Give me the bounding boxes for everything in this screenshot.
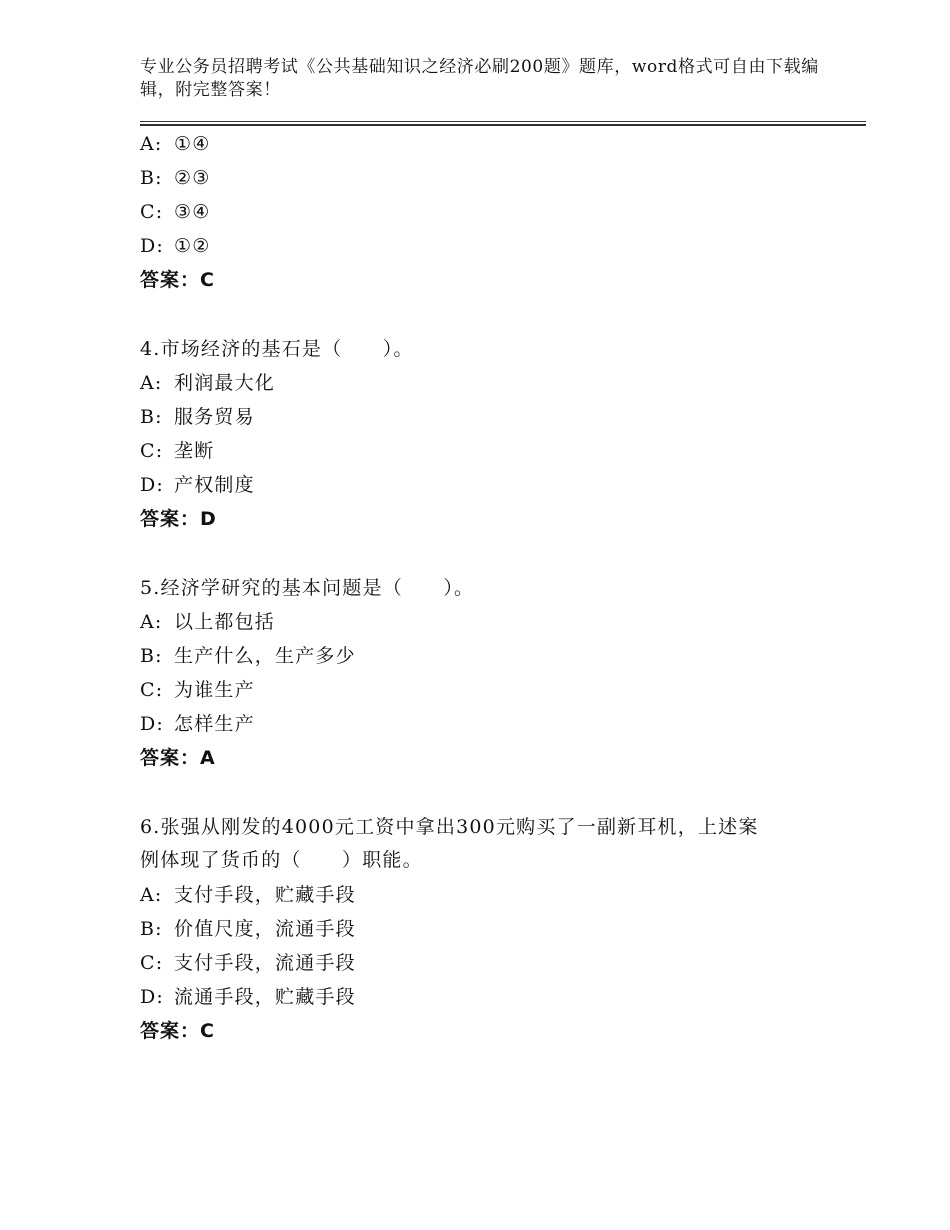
q4-option-d: D: 产权制度: [140, 474, 255, 496]
q4-stem: 4.市场经济的基石是（ ）。: [140, 338, 414, 360]
prev-option-a: A: ①④: [140, 133, 211, 155]
q5-stem: 5.经济学研究的基本问题是（ ）。: [140, 577, 475, 599]
q4-answer: 答案：D: [140, 508, 217, 530]
prev-answer: 答案：C: [140, 269, 215, 291]
prev-option-b: B: ②③: [140, 167, 211, 189]
q6-option-b: B: 价值尺度，流通手段: [140, 918, 356, 940]
header-rule-thick: [140, 124, 866, 126]
document-header: 专业公务员招聘考试《公共基础知识之经济必刷200题》题库，word格式可自由下载编辑，附完整答案！: [140, 57, 819, 100]
q6-answer: 答案：C: [140, 1020, 215, 1042]
prev-option-c: C: ③④: [140, 201, 211, 223]
q6-option-a: A: 支付手段，贮藏手段: [140, 884, 356, 906]
q6-stem-line1: 6.张强从刚发的4000元工资中拿出300元购买了一副新耳机，上述案: [140, 816, 759, 838]
q4-option-c: C: 垄断: [140, 440, 215, 462]
q6-option-c: C: 支付手段，流通手段: [140, 952, 356, 974]
q5-answer: 答案：A: [140, 747, 216, 769]
q6-option-d: D: 流通手段，贮藏手段: [140, 986, 356, 1008]
prev-option-d: D: ①②: [140, 235, 211, 257]
q6-stem-line2: 例体现了货币的（ ）职能。: [140, 849, 423, 871]
q4-option-b: B: 服务贸易: [140, 406, 255, 428]
q5-option-b: B: 生产什么，生产多少: [140, 645, 356, 667]
q5-option-c: C: 为谁生产: [140, 679, 255, 701]
header-rule-thin: [140, 121, 866, 122]
q4-option-a: A: 利润最大化: [140, 372, 276, 394]
q5-option-a: A: 以上都包括: [140, 611, 276, 633]
q5-option-d: D: 怎样生产: [140, 713, 255, 735]
